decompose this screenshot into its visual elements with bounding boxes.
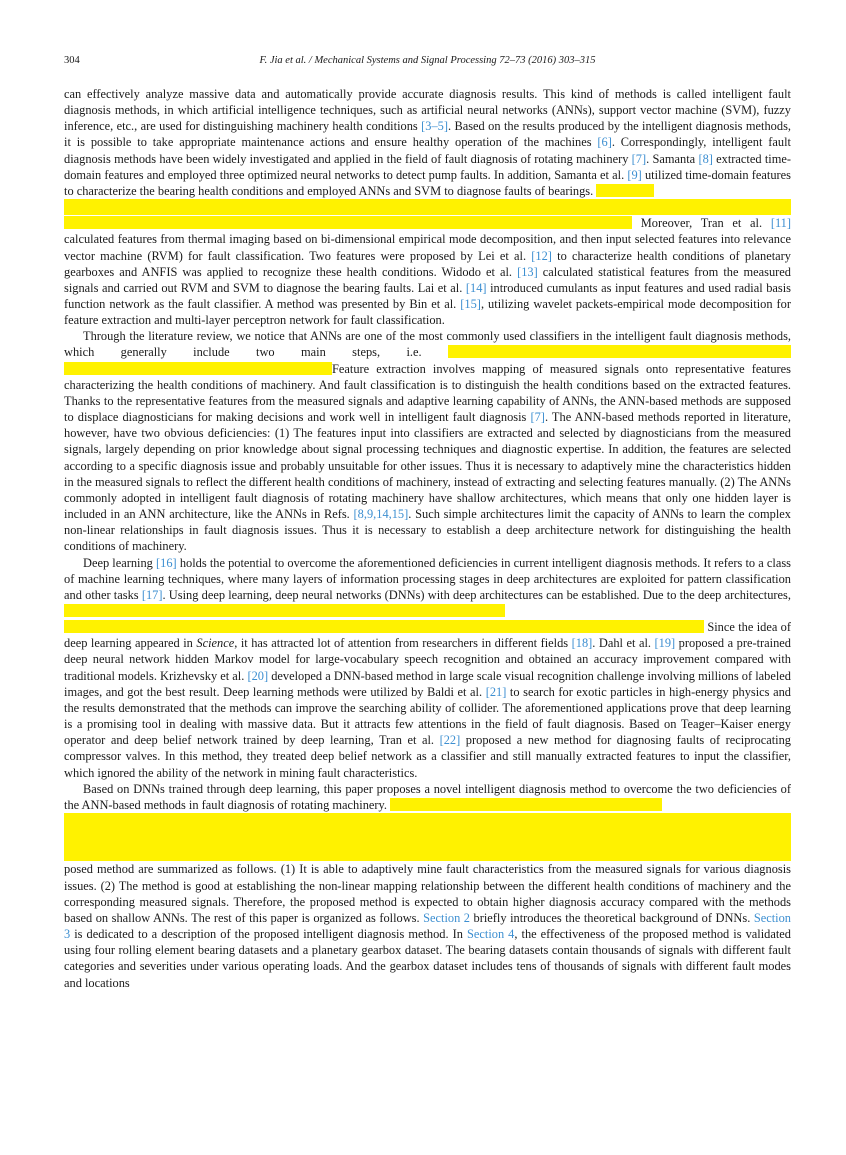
citation-link[interactable]: [20]	[247, 668, 269, 683]
highlight-mark	[64, 829, 791, 845]
citation-link[interactable]: [19]	[654, 636, 676, 651]
citation-link[interactable]: [17]	[141, 587, 163, 602]
text-run: Moreover, Tran et al.	[632, 216, 771, 231]
citation-link[interactable]: [8]	[698, 151, 713, 166]
text-run: holds the potential to overcome the aforementioned deficiencies in current intelligent diagnosis methods. It refers to a class of machine learning techniques, where many layers of information processing stages in deep architectures are exploited for pattern classification and other tasks	[64, 555, 791, 602]
text-run: . Dahl et al.	[592, 636, 655, 651]
text-run: . The ANN-based methods reported in literature, however, have two obvious deficiencies: (1) The features input into classifiers are extracted and selected by diagnosticians from the measured signals, largely depending on prior knowledge about signal processing techniques and diagnostic expertise. In addition, the features are selected according to a specific diagnosis issue and probably unsuitable for other issues. Thus it is necessary to adaptively mine the characteristics hidden in the measured signals to reflect the different health conditions of machinery, instead of extracting and selecting features manually. (2) The ANNs commonly adopted in intelligent fault diagnosis of rotating machinery have shallow architectures, which means that only one hidden layer is included in an ANN architecture, like the ANNs in Refs.	[64, 410, 792, 522]
text-run: . Based on the results produced by the intelligent diagnosis methods, it is possible to take appropriate maintenance actions and ensure healthy operation of the machines	[64, 119, 791, 150]
text-run: to characterize health conditions of planetary gearboxes and ANFIS was applied to recognize these health conditions. Widodo et al.	[64, 248, 791, 279]
citation-link[interactable]: [7]	[631, 151, 647, 166]
highlight-mark	[596, 184, 654, 197]
highlight-mark	[64, 362, 332, 375]
text-run: . Using deep learning, deep neural networks (DNNs) with deep architectures can be established. Due to the deep architectures,	[162, 587, 791, 602]
highlight-mark	[64, 620, 704, 633]
text-run: , it has attracted lot of attention from researchers in different fields	[234, 636, 572, 651]
text-run: posed method are summarized as follows. (1) It is able to adaptively mine fault characteristics from the measured signals for various diagnosis issues. (2) The method is good at establishing the non-linear mapping relationship between the different health conditions of machinery and the corresponding measured signals. Therefore, the proposed method is expected to obtain higher diagnosis accuracy compared with the methods based on shallow ANNs. The rest of this paper is organized as follows.	[64, 862, 791, 925]
text-run: Through the literature review, we notice that ANNs are one of the most commonly used classifiers in the intelligent fault diagnosis methods, which generally include two main steps, i.e.	[64, 329, 791, 360]
text-run: calculated features from thermal imaging based on bi-dimensional empirical mode decomposition, and then input selected features into relevance vector machine (RVM) for fault classification. Two features were proposed by Lei et al.	[64, 232, 791, 263]
paragraph-4	[64, 781, 791, 991]
text-run: proposed a pre-trained deep neural network hidden Markov model for large-vocabulary speech recognition and obtained an accuracy improvement compared with traditional models. Krizhevsky et al.	[64, 636, 791, 683]
highlight-mark	[64, 604, 505, 617]
highlight-mark	[64, 845, 791, 861]
paragraph-2	[64, 328, 791, 554]
text-run: introduced cumulants as input features and used radial basis function network as the fault classifier. A method was presented by Bin et al.	[64, 280, 791, 312]
citation-link[interactable]: Section 4	[466, 927, 515, 942]
text-run: Feature extraction involves mapping of measured signals onto representative features characterizing the health conditions of machinery. And fault classification is to distinguish the health conditions based on the extracted features. Thanks to the representative features from the measured signals and adaptive learning capability of ANNs, the ANN-based methods are supposed to displace diagnosticians for making decisions and work well in intelligent fault diagnosis	[64, 361, 791, 425]
running-header	[64, 55, 791, 69]
text-run: Since the idea of deep learning appeared in	[64, 620, 791, 651]
highlight-mark	[64, 216, 632, 229]
citation-link[interactable]: Section 2	[423, 910, 471, 925]
citation-link[interactable]: [8,9,14,15]	[353, 507, 409, 522]
citation-link[interactable]: [16]	[156, 555, 177, 570]
text-run: to search for exotic particles in high-energy physics and the results demonstrated that the methods can improve the searching ability of collider. The aforementioned applications prove that deep learning is a promising tool in dealing with massive data. But it attracts few attentions in the field of fault diagnosis. Based on Teager–Kaiser energy operator and deep belief network trained by deep learning, Tran et al.	[64, 684, 791, 748]
paragraph-3	[64, 555, 791, 781]
text-run: can effectively analyze massive data and automatically provide accurate diagnosis results. This kind of methods is called intelligent fault diagnosis methods, in which artificial intelligence techniques, such as artificial neural networks (ANNs), support vector machine (SVM), fuzzy inference, etc., are used for distinguishing machinery health conditions	[64, 87, 791, 134]
citation-link[interactable]: [3–5]	[421, 119, 448, 134]
text-run: Based on DNNs trained through deep learning, this paper proposes a novel intelligent diagnosis method to overcome the two deficiencies of the ANN-based methods in fault diagnosis of rotating machinery.	[64, 781, 791, 812]
highlight-mark	[390, 798, 662, 811]
article-body	[64, 86, 791, 991]
page-number: 304	[64, 55, 80, 66]
highlight-mark	[64, 199, 791, 215]
highlight-mark	[448, 345, 791, 358]
citation-link[interactable]: [22]	[439, 733, 461, 748]
text-run: proposed a new method for diagnosing faults of reciprocating compressor valves. In this method, they treated deep belief network as a classifier and still manually extracted features to input the classifier, which ignored the ability of the network in mining fault characteristics.	[64, 733, 791, 780]
text-run: , the effectiveness of the proposed method is validated using four rolling element bearing datasets and a planetary gearbox dataset. The bearing datasets contain thousands of signals with different fault categories and severities under various operating loads. And the gearbox dataset includes tens of thousands of signals with different fault modes and locations	[64, 927, 791, 990]
text-run: is dedicated to a description of the proposed intelligent diagnosis method. In	[70, 927, 467, 942]
citation-link[interactable]: [14]	[465, 280, 487, 295]
text-run: utilized time-domain features to characterize the bearing health conditions and employed ANNs and SVM to diagnose faults of bearings.	[64, 167, 791, 198]
text-run: briefly introduces the theoretical background of DNNs.	[470, 910, 754, 925]
citation-link[interactable]: [11]	[770, 216, 791, 231]
citation-link[interactable]: [7]	[530, 410, 545, 425]
citation-link[interactable]: [21]	[485, 684, 507, 699]
citation-link[interactable]: [9]	[627, 167, 642, 182]
citation-link[interactable]: [18]	[571, 636, 593, 651]
paragraph-1	[64, 86, 791, 328]
running-title: F. Jia et al. / Mechanical Systems and Signal Processing 72–73 (2016) 303–315	[259, 55, 596, 66]
text-run: Deep learning	[83, 555, 157, 570]
citation-link[interactable]: [12]	[531, 248, 552, 263]
text-run: . Samanta	[646, 151, 699, 166]
journal-name: Science	[196, 636, 235, 651]
text-run: calculated statistical features from the measured signals and carried out RVM and SVM to diagnose the bearing faults. Lai et al.	[64, 264, 791, 295]
text-run: . Correspondingly, intelligent fault diagnosis methods have been widely investigated and applied in the field of fault diagnosis of rotating machinery	[64, 135, 791, 166]
text-run: . Such simple architectures limit the capacity of ANNs to learn the complex non-linear relationships in fault diagnosis issues. Thus it is necessary to establish a deep architecture network for distinguishing the health conditions of machinery.	[64, 507, 791, 554]
citation-link[interactable]: [13]	[517, 264, 538, 279]
text-run: , utilizing wavelet packets-empirical mode decomposition for feature extraction and multi-layer perceptron network for fault classification.	[64, 297, 791, 328]
citation-link[interactable]: [15]	[460, 297, 481, 312]
text-run: extracted time-domain features and employed three optimized neural networks to detect pump faults. In addition, Samanta et al.	[64, 151, 791, 182]
citation-link[interactable]: Section 3	[64, 910, 791, 942]
highlight-mark	[64, 813, 791, 829]
text-run: developed a DNN-based method in large scale visual recognition challenge involving millions of labeled images, and got the best result. Deep learning methods were utilized by Baldi et al.	[64, 668, 791, 699]
citation-link[interactable]: [6]	[597, 135, 612, 150]
